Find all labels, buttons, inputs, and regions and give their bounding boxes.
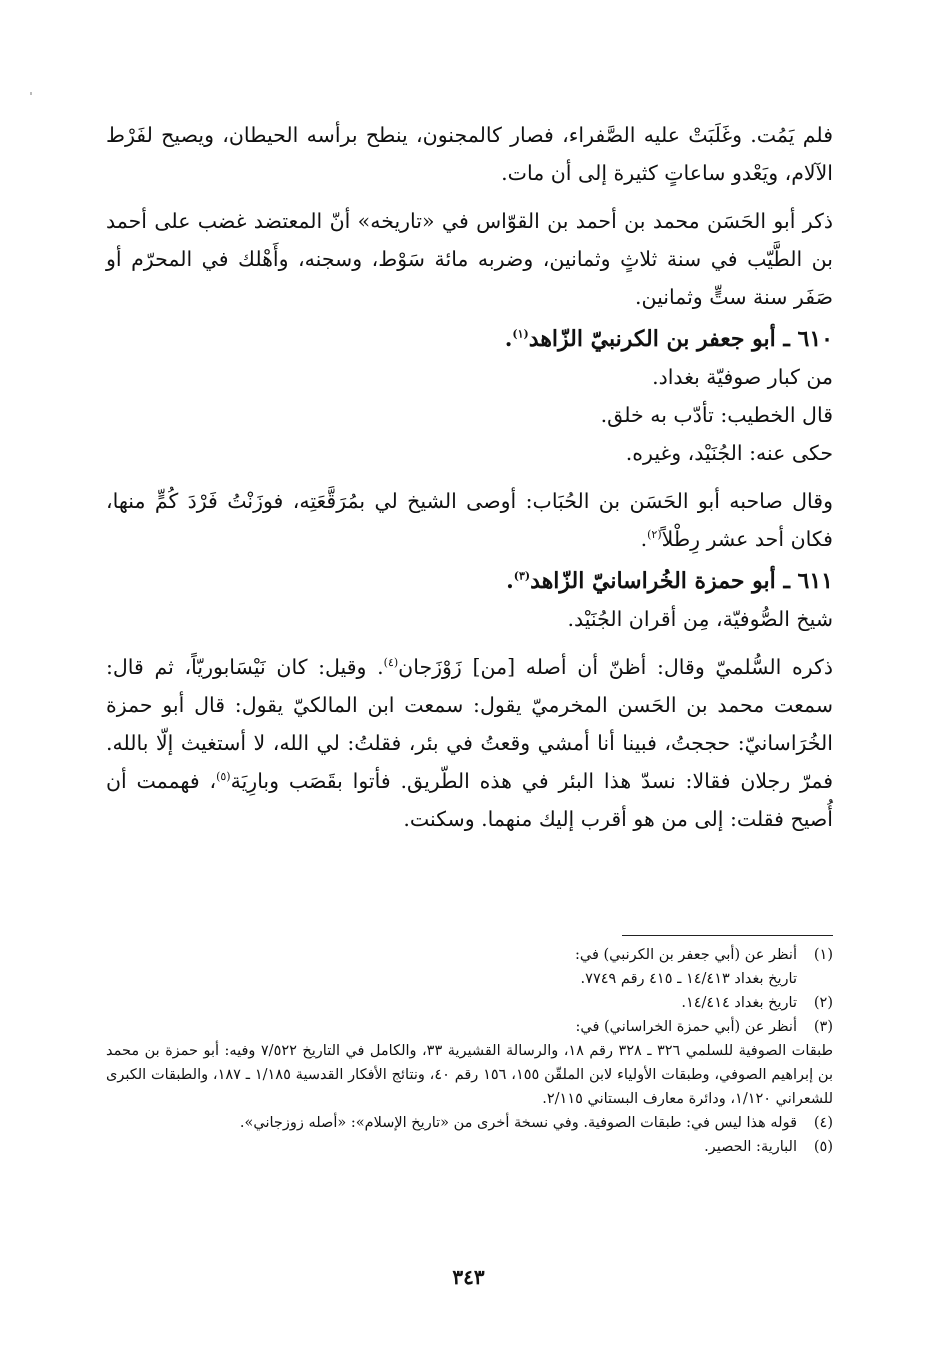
footnote-body [106,943,797,991]
footnote-line: تاريخ بغداد ١٤/٤١٤. [681,995,797,1011]
main-text [106,116,833,838]
footnote-ref-1: (١) [512,327,529,341]
entry-611-paragraph-c: ، فهممت أن أُصيح فقلت: إلى من هو أقرب إليك منهما. وسكنت. [106,769,833,831]
footnote-5 [106,1135,833,1159]
footnote-separator [622,935,833,936]
footnote-number: (٢) [813,995,833,1011]
footnote-3 [106,1015,833,1039]
entry-610-paragraph-text: وقال صاحبه أبو الحَسَن بن الحُبَاب: أوصى الشيخ لي بمُرَقَّعَتِه، فوزَنْتُ فَرْدَ كُمٍّ منها، فكان أحد عشر رِطْلاً [106,489,833,551]
entry-611-line: شيخ الصُّوفيّة، مِن أقران الجُنَيْد. [567,607,833,631]
footnote-2 [106,991,833,1015]
footnote-number: (٣) [813,1019,833,1035]
entry-610-heading: ٦١٠ ـ أبو جعفر بن الكرنبيّ الزّاهد [528,326,833,352]
footnote-body [106,1039,833,1111]
footnotes [106,943,833,1159]
footnote-body [106,991,797,1015]
footnote-body [106,1111,797,1135]
scan-speck [30,92,32,95]
footnote-3-continued [106,1039,833,1111]
paragraph-1: فلم يَمُت. وغَلَبَتْ عليه الصَّفراء، فصار كالمجنون، ينطح برأسه الحيطان، ويصيح لفَرْط الآلام، ويَعْدو ساعاتٍ كثيرة إلى أن مات. [106,123,833,185]
entry-610-line-1: من كبار صوفيّة بغداد. [652,365,833,389]
footnote-number: (١) [813,947,833,963]
entry-610-heading-end: . [504,326,513,352]
entry-610-line-3: حكى عنه: الجُنَيْد، وغيره. [625,441,833,465]
footnote-number: (٤) [813,1115,833,1131]
footnote-body [106,1135,797,1159]
footnote-ref-4: (٤) [383,656,399,670]
footnote-body [106,1015,797,1039]
paragraph-2: ذكر أبو الحَسَن محمد بن أحمد بن القوّاس في «تاريخه» أنّ المعتضد غضب على أحمد بن الطَّيّب في سنة ثلاثٍ وثمانين، وضربه مائة سَوْط، وسجنه، وأَهْلك في المحرّم أو صَفَر سنة ستٍّ وثمانين. [106,209,833,309]
footnote-line: تاريخ بغداد ١٤/٤١٣ ـ ٤١٥ رقم ٧٧٤٩. [580,971,797,987]
footnote-line: أنظر عن (أبي جعفر بن الكرنبي) في: [575,947,797,963]
page-number: ٣٤٣ [452,1265,485,1289]
footnote-number: (٥) [813,1139,833,1155]
entry-611-title [106,562,833,600]
entry-610-paragraph [106,482,833,558]
footnote-4 [106,1111,833,1135]
entry-611-paragraph-b: . وقيل: كان نَيْسَابوريّاً، ثم قال: سمعت محمد بن الحَسن المخرميّ يقول: سمعت ابن المالكيّ يقول: قال أبو حمزة الخُرَاسانيّ: حججتُ، فبينا أنا أمشي وقعتُ في بئر، فقلتُ: لي الله، لا أستغيث إلّا بالله. فمرّ رجلان فقالا: نسدّ هذا البئر في هذه الطّريق. فأتوا بقَصَب وبارِيَة [106,655,834,793]
footnote-line: البارية: الحصير. [704,1139,797,1155]
entry-610-title [106,320,833,358]
footnote-line: قوله هذا ليس في: طبقات الصوفية. وفي نسخة أخرى من «تاريخ الإسلام»: «أصله زوزجاني». [239,1115,797,1131]
entry-611-heading: ٦١١ ـ أبو حمزة الخُراسانيّ الزّاهد [530,568,833,594]
entry-611-paragraph-a: ذكره السُّلميّ وقال: أظنّ أن أصله [من] زَوْزَجان [398,655,833,679]
footnote-ref-3: (٣) [513,569,531,583]
entry-611-paragraph [106,648,833,838]
footnote-ref-5: (٥) [216,770,231,784]
entry-611-heading-end: . [506,568,514,594]
footnote-line: طبقات الصوفية للسلمي ٣٢٦ ـ ٣٢٨ رقم ١٨، والرسالة القشيرية ٣٣، والكامل في التاريخ ٧/٥٢٢ وفيه: أبو حمزة بن محمد بن إبراهيم الصوفي، وطبقات الأولياء لابن الملقّن ١٥٥، ١٥٦ رقم ٤٠، ونتائج الأفكار القدسية ١/١٨٥ ـ ١٨٧، والطبقات الكبرى للشعراني ١/١٢٠، ودائرة معارف البستاني ٢/١١٥. [106,1043,833,1107]
footnote-1 [106,943,833,991]
footnote-line: أنظر عن (أبي حمزة الخراساني) في: [575,1019,797,1035]
entry-610-line-2: قال الخطيب: تأدّب به خلق. [600,403,833,427]
entry-610-paragraph-end: . [640,527,648,551]
footnote-ref-2: (٢) [647,528,662,542]
